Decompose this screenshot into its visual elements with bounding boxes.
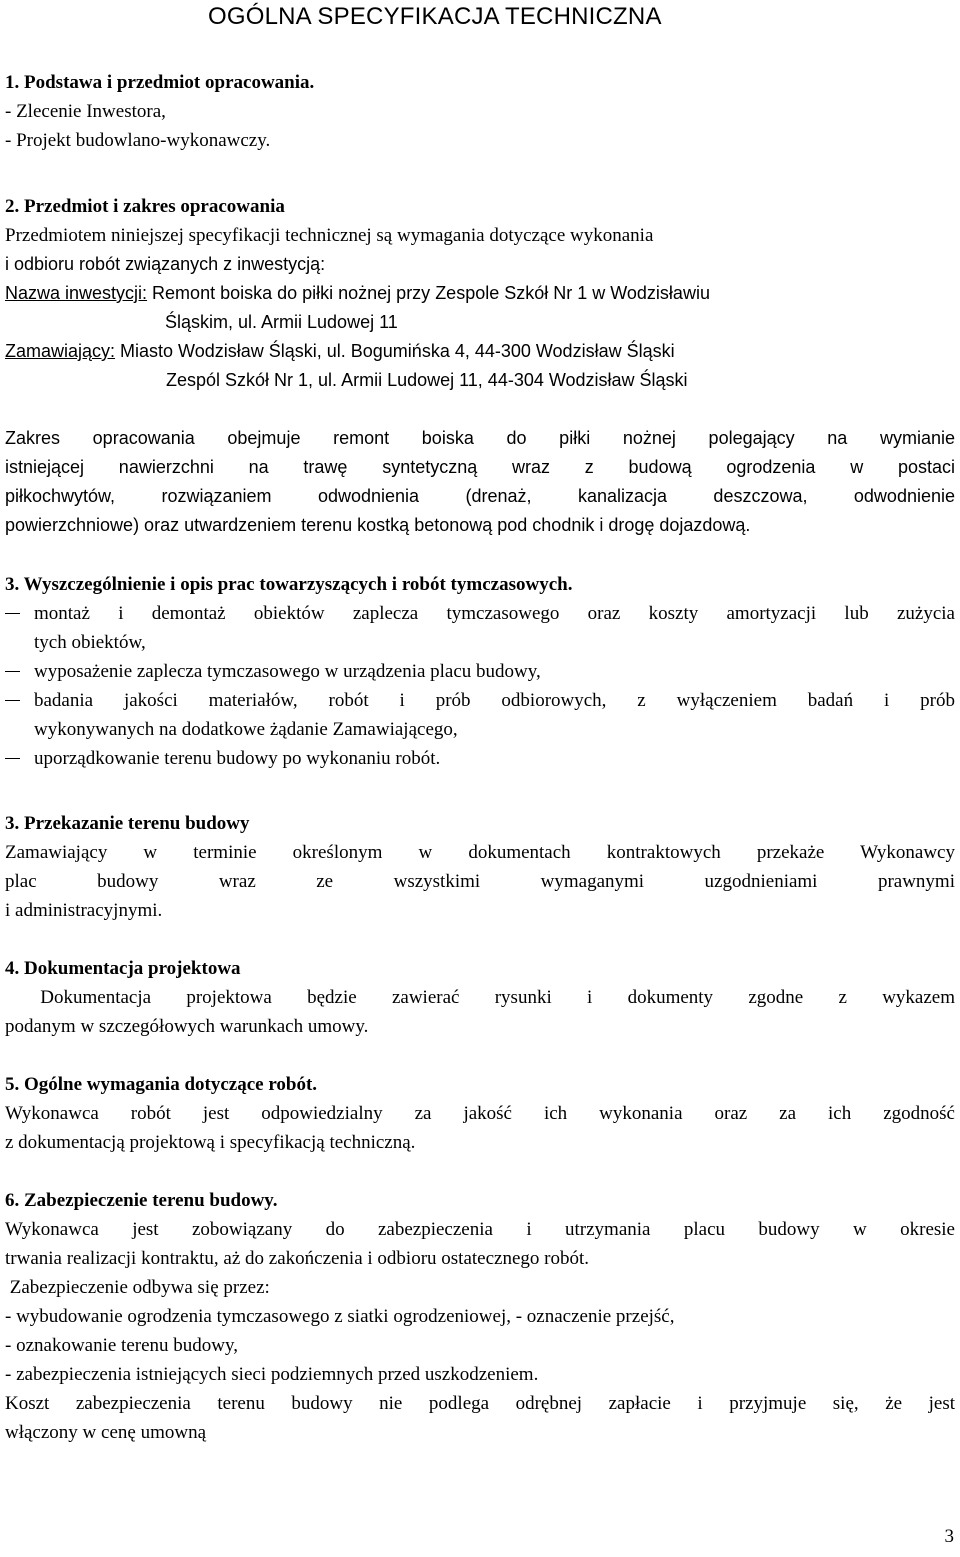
dash-bullet-icon bbox=[5, 671, 20, 672]
requirements-line: z dokumentacją projektową i specyfikacją techniczną. bbox=[5, 1132, 416, 1153]
list-item-text: badania jakości materiałów, robót i prób odbiorowych, z wyłączeniem badań i prób bbox=[34, 690, 955, 711]
dash-bullet-icon bbox=[5, 758, 20, 759]
site-security-line: Zabezpieczenie odbywa się przez: bbox=[5, 1277, 270, 1298]
section-1-heading: 1. Podstawa i przedmiot opracowania. bbox=[5, 72, 315, 93]
section-3-handover bbox=[5, 809, 955, 925]
site-security-line: - oznakowanie terenu budowy, bbox=[5, 1335, 239, 1356]
list-item-text: wykonywanych na dodatkowe żądanie Zamawiającego, bbox=[34, 719, 458, 740]
section-3-works bbox=[5, 570, 955, 773]
section-4-heading: 4. Dokumentacja projektowa bbox=[5, 958, 241, 979]
list-item-text: uporządkowanie terenu budowy po wykonaniu robót. bbox=[34, 748, 441, 769]
site-security-line: - wybudowanie ogrodzenia tymczasowego z siatki ogrodzeniowej, - oznaczenie przejść, bbox=[5, 1306, 675, 1327]
section-6-heading: 6. Zabezpieczenie terenu budowy. bbox=[5, 1190, 278, 1211]
section-5 bbox=[5, 1070, 955, 1157]
site-security-line: włączony w cenę umowną bbox=[5, 1422, 207, 1443]
investment-name-continuation: Śląskim, ul. Armii Ludowej 11 bbox=[165, 312, 398, 332]
documentation-line: Dokumentacja projektowa będzie zawierać rysunki i dokumenty zgodne z wykazem bbox=[5, 987, 955, 1008]
client-continuation: Zespól Szkół Nr 1, ul. Armii Ludowej 11, 44-304 Wodzisław Śląski bbox=[166, 370, 688, 390]
section-2 bbox=[5, 192, 955, 395]
section-1 bbox=[5, 68, 955, 155]
requirements-line: Wykonawca robót jest odpowiedzialny za jakość ich wykonania oraz za ich zgodność bbox=[5, 1103, 955, 1124]
documentation-line: podanym w szczegółowych warunkach umowy. bbox=[5, 1016, 369, 1037]
investment-name-value: Remont boiska do piłki nożnej przy Zespole Szkół Nr 1 w Wodzisławiu bbox=[147, 283, 710, 303]
site-security-line: Koszt zabezpieczenia terenu budowy nie podlega odrębnej zapłacie i przyjmuje się, że jest bbox=[5, 1393, 955, 1414]
dash-bullet-icon bbox=[5, 613, 20, 614]
client-value: Miasto Wodzisław Śląski, ul. Bogumińska 4, 44-300 Wodzisław Śląski bbox=[115, 341, 675, 361]
list-item bbox=[5, 744, 955, 773]
section-2-intro: i odbioru robót związanych z inwestycją: bbox=[5, 254, 326, 274]
scope-line: istniejącej nawierzchni na trawę syntetyczną wraz z budową ogrodzenia w postaci bbox=[5, 457, 955, 477]
handover-line: i administracyjnymi. bbox=[5, 900, 163, 921]
site-security-line: Wykonawca jest zobowiązany do zabezpieczenia i utrzymania placu budowy w okresie bbox=[5, 1219, 955, 1240]
section-1-line: - Zlecenie Inwestora, bbox=[5, 101, 166, 122]
list-item bbox=[5, 599, 955, 657]
client-label: Zamawiający: bbox=[5, 341, 116, 361]
page-number: 3 bbox=[944, 1526, 954, 1547]
list-item-text: wyposażenie zaplecza tymczasowego w urządzenia placu budowy, bbox=[34, 661, 541, 682]
investment-name-label: Nazwa inwestycji: bbox=[5, 283, 148, 303]
scope-line: Zakres opracowania obejmuje remont boiska do piłki nożnej polegający na wymianie bbox=[5, 428, 955, 448]
handover-line: plac budowy wraz ze wszystkimi wymaganymi uzgodnieniami prawnymi bbox=[5, 871, 955, 892]
scope-line: piłkochwytów, rozwiązaniem odwodnienia (drenaż, kanalizacja deszczowa, odwodnienie bbox=[5, 486, 955, 506]
list-item-text: montaż i demontaż obiektów zaplecza tymczasowego oraz koszty amortyzacji lub zużycia bbox=[34, 603, 955, 624]
section-3-works-heading: 3. Wyszczególnienie i opis prac towarzyszących i robót tymczasowych. bbox=[5, 574, 573, 595]
site-security-line: trwania realizacji kontraktu, aż do zakończenia i odbioru ostatecznego robót. bbox=[5, 1248, 589, 1269]
scope-line: powierzchniowe) oraz utwardzeniem terenu kostką betonową pod chodnik i drogę dojazdową. bbox=[5, 515, 751, 535]
section-4 bbox=[5, 954, 955, 1041]
list-item-text: tych obiektów, bbox=[34, 632, 146, 653]
section-2-intro: Przedmiotem niniejszej specyfikacji technicznej są wymagania dotyczące wykonania bbox=[5, 225, 654, 246]
section-6 bbox=[5, 1186, 955, 1447]
section-3-handover-heading: 3. Przekazanie terenu budowy bbox=[5, 813, 250, 834]
document-title: OGÓLNA SPECYFIKACJA TECHNICZNA bbox=[208, 3, 662, 30]
list-item bbox=[5, 686, 955, 744]
section-2-heading: 2. Przedmiot i zakres opracowania bbox=[5, 196, 285, 217]
handover-line: Zamawiający w terminie określonym w dokumentach kontraktowych przekaże Wykonawcy bbox=[5, 842, 955, 863]
section-1-line: - Projekt budowlano-wykonawczy. bbox=[5, 130, 271, 151]
list-item bbox=[5, 657, 955, 686]
dash-bullet-icon bbox=[5, 700, 20, 701]
section-5-heading: 5. Ogólne wymagania dotyczące robót. bbox=[5, 1074, 318, 1095]
client-line bbox=[5, 337, 955, 366]
site-security-line: - zabezpieczenia istniejących sieci podziemnych przed uszkodzeniem. bbox=[5, 1364, 539, 1385]
investment-name-line bbox=[5, 279, 955, 308]
section-2-scope bbox=[5, 424, 955, 540]
